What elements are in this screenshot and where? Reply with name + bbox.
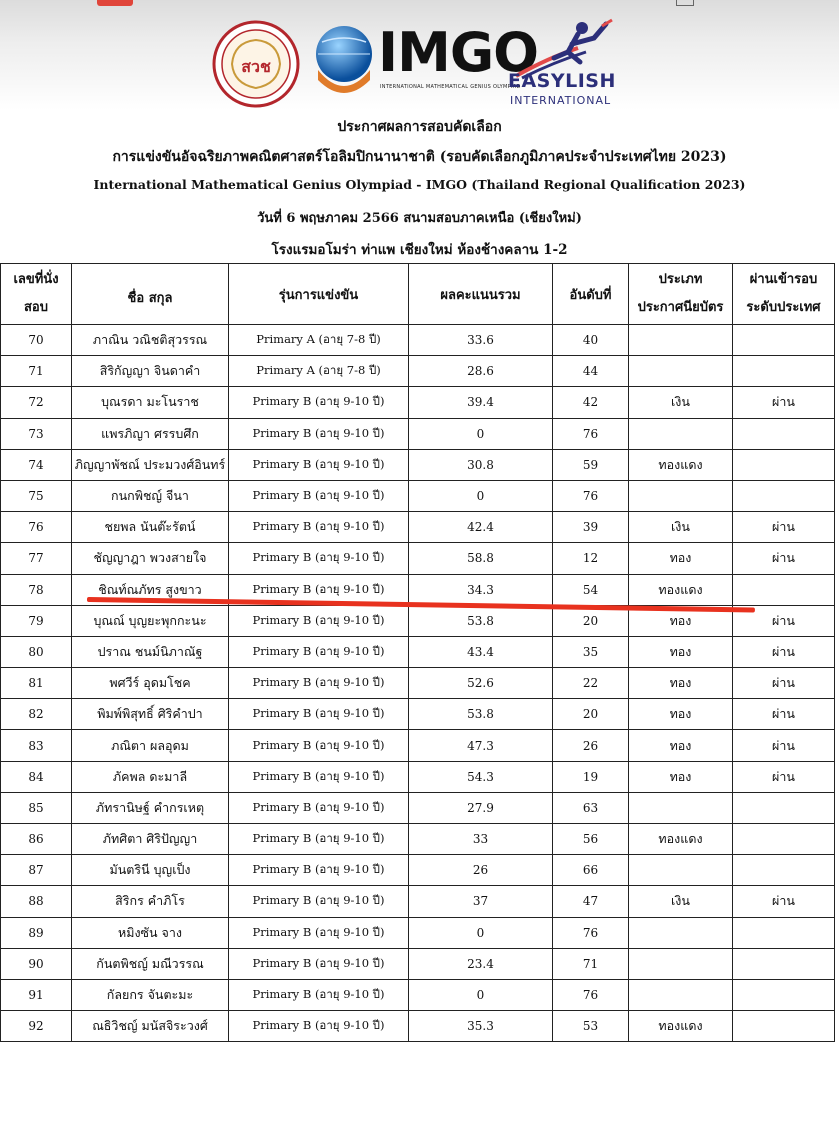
rank-cell: 54 [553,574,629,605]
table-row [1,730,835,761]
name-cell: กันตพิชญ์ มณีวรรณ [72,948,229,979]
award-cell: ทอง [629,543,733,574]
rank-cell: 22 [553,668,629,699]
pass-cell: ผ่าน [733,699,835,730]
header-award: ประเภท ประกาศนียบัตร [629,264,733,325]
score-cell: 33 [409,824,553,855]
competition-title-thai: การแข่งขันอัจฉริยภาพคณิตศาสตร์โอลิมปิกนานาชาติ (รอบคัดเลือกภูมิภาคประจำประเทศไทย 2023) [112,149,727,165]
table-row [1,449,835,480]
rank-cell: 53 [553,1011,629,1042]
seat-cell: 91 [1,979,72,1010]
score-cell: 26 [409,855,553,886]
name-cell: สิริกร คำภิโร [72,886,229,917]
header-seat: เลขที่นั่ง สอบ [1,264,72,325]
pass-cell: ผ่าน [733,605,835,636]
name-cell: ปราณ ชนม์นิภาณัฐ [72,636,229,667]
pass-cell [733,418,835,449]
table-row [1,480,835,511]
score-cell: 39.4 [409,387,553,418]
pass-cell: ผ่าน [733,387,835,418]
score-cell: 37 [409,886,553,917]
globe-logo [312,24,376,104]
pass-cell [733,480,835,511]
rank-cell: 20 [553,699,629,730]
seat-cell: 86 [1,824,72,855]
table-header-row [1,264,835,325]
score-cell: 30.8 [409,449,553,480]
division-cell: Primary B (อายุ 9-10 ปี) [229,543,409,574]
score-cell: 54.3 [409,761,553,792]
score-cell: 52.6 [409,668,553,699]
award-cell: ทอง [629,699,733,730]
seat-cell: 81 [1,668,72,699]
rank-cell: 44 [553,356,629,387]
score-cell: 53.8 [409,605,553,636]
division-cell: Primary B (อายุ 9-10 ปี) [229,917,409,948]
seat-cell: 82 [1,699,72,730]
name-cell: ภัทศิตา ศิริปัญญา [72,824,229,855]
announcement-title: ประกาศผลการสอบคัดเลือก [337,119,502,135]
seat-cell: 84 [1,761,72,792]
pass-cell: ผ่าน [733,886,835,917]
easylish-logo-subtext: INTERNATIONAL [510,94,612,107]
award-cell [629,418,733,449]
exam-date-venue: วันที่ 6 พฤษภาคม 2566 สนามสอบภาคเหนือ (เชียงใหม่) [257,211,582,226]
award-cell: ทอง [629,636,733,667]
rank-cell: 39 [553,512,629,543]
header-pass: ผ่านเข้ารอบ ระดับประเทศ [733,264,835,325]
association-seal-logo [212,20,300,108]
division-cell: Primary B (อายุ 9-10 ปี) [229,792,409,823]
award-cell [629,855,733,886]
score-cell: 53.8 [409,699,553,730]
division-cell: Primary B (อายุ 9-10 ปี) [229,480,409,511]
rank-cell: 63 [553,792,629,823]
name-cell: ภณิตา ผลอุดม [72,730,229,761]
rank-cell: 42 [553,387,629,418]
award-cell: ทองแดง [629,449,733,480]
header-name: ชื่อ สกุล [72,264,229,325]
table-row [1,824,835,855]
division-cell: Primary A (อายุ 7-8 ปี) [229,325,409,356]
seat-cell: 75 [1,480,72,511]
seat-cell: 77 [1,543,72,574]
pass-cell: ผ่าน [733,636,835,667]
score-cell: 0 [409,418,553,449]
header-division: รุ่นการแข่งขัน [229,264,409,325]
name-cell: มันตรินี บุญเป็ง [72,855,229,886]
imgo-logo-subtext: INTERNATIONAL MATHEMATICAL GENIUS OLYMPIAD [380,84,521,90]
name-cell: กัลยกร จันตะมะ [72,979,229,1010]
division-cell: Primary B (อายุ 9-10 ปี) [229,979,409,1010]
division-cell: Primary B (อายุ 9-10 ปี) [229,1011,409,1042]
easylish-logo-text: EASYLISH [508,70,616,92]
division-cell: Primary B (อายุ 9-10 ปี) [229,855,409,886]
seat-cell: 79 [1,605,72,636]
results-table [0,263,835,1042]
score-cell: 43.4 [409,636,553,667]
seat-cell: 90 [1,948,72,979]
award-cell [629,325,733,356]
rank-cell: 35 [553,636,629,667]
rank-cell: 26 [553,730,629,761]
award-cell: เงิน [629,387,733,418]
status-icon [676,0,694,6]
seat-cell: 72 [1,387,72,418]
score-cell: 27.9 [409,792,553,823]
pass-cell [733,325,835,356]
exam-location: โรงแรมอโมร่า ท่าแพ เชียงใหม่ ห้องช้างคลาน 1-2 [271,242,568,258]
rank-cell: 47 [553,886,629,917]
division-cell: Primary B (อายุ 9-10 ปี) [229,824,409,855]
division-cell: Primary B (อายุ 9-10 ปี) [229,699,409,730]
pass-cell [733,855,835,886]
pass-cell: ผ่าน [733,730,835,761]
seat-cell: 83 [1,730,72,761]
division-cell: Primary B (อายุ 9-10 ปี) [229,512,409,543]
rank-cell: 56 [553,824,629,855]
award-cell: ทองแดง [629,824,733,855]
table-row [1,1011,835,1042]
seat-cell: 92 [1,1011,72,1042]
name-cell: ณธิวิชญ์ มนัสจิระวงศ์ [72,1011,229,1042]
seat-cell: 78 [1,574,72,605]
division-cell: Primary B (อายุ 9-10 ปี) [229,668,409,699]
score-cell: 0 [409,917,553,948]
award-cell: ทอง [629,605,733,636]
division-cell: Primary A (อายุ 7-8 ปี) [229,356,409,387]
pass-cell: ผ่าน [733,668,835,699]
rank-cell: 76 [553,480,629,511]
table-row [1,325,835,356]
seat-cell: 73 [1,418,72,449]
table-row [1,855,835,886]
seat-cell: 76 [1,512,72,543]
name-cell: กนกพิชญ์ จีนา [72,480,229,511]
score-cell: 23.4 [409,948,553,979]
rank-cell: 40 [553,325,629,356]
pass-cell: ผ่าน [733,512,835,543]
award-cell [629,792,733,823]
rank-cell: 66 [553,855,629,886]
award-cell [629,917,733,948]
division-cell: Primary B (อายุ 9-10 ปี) [229,574,409,605]
rank-cell: 76 [553,418,629,449]
award-cell [629,948,733,979]
name-cell: บุณรดา มะโนราช [72,387,229,418]
rank-cell: 12 [553,543,629,574]
table-row [1,886,835,917]
division-cell: Primary B (อายุ 9-10 ปี) [229,636,409,667]
division-cell: Primary B (อายุ 9-10 ปี) [229,948,409,979]
score-cell: 0 [409,979,553,1010]
score-cell: 35.3 [409,1011,553,1042]
seat-cell: 89 [1,917,72,948]
award-cell: เงิน [629,512,733,543]
header-score: ผลคะแนนรวม [409,264,553,325]
division-cell: Primary B (อายุ 9-10 ปี) [229,886,409,917]
name-cell: สิริกัญญา จินดาคำ [72,356,229,387]
seat-cell: 85 [1,792,72,823]
award-cell [629,979,733,1010]
rank-cell: 76 [553,917,629,948]
table-row [1,418,835,449]
seat-cell: 71 [1,356,72,387]
division-cell: Primary B (อายุ 9-10 ปี) [229,605,409,636]
pass-cell [733,979,835,1010]
table-row [1,979,835,1010]
score-cell: 28.6 [409,356,553,387]
pass-cell: ผ่าน [733,761,835,792]
name-cell: พศวีร์ อุดมโชค [72,668,229,699]
name-cell: พิมพ์พิสุทธิ์ ศิริคำปา [72,699,229,730]
score-cell: 42.4 [409,512,553,543]
logo-row [0,18,839,108]
pass-cell [733,917,835,948]
award-cell [629,356,733,387]
division-cell: Primary B (อายุ 9-10 ปี) [229,730,409,761]
pass-cell [733,824,835,855]
rank-cell: 20 [553,605,629,636]
pass-cell [733,449,835,480]
score-cell: 58.8 [409,543,553,574]
table-row [1,948,835,979]
name-cell: ภัคพล ดะมาลี [72,761,229,792]
award-cell: ทองแดง [629,574,733,605]
header-rank: อันดับที่ [553,264,629,325]
seat-cell: 80 [1,636,72,667]
seat-cell: 74 [1,449,72,480]
name-cell: ภิญญาพัชณ์ ประมวงศ์อินทร์ [72,449,229,480]
award-cell: ทอง [629,730,733,761]
score-cell: 47.3 [409,730,553,761]
score-cell: 33.6 [409,325,553,356]
table-row [1,699,835,730]
table-row [1,668,835,699]
award-cell: ทอง [629,761,733,792]
name-cell: หมิงซัน จาง [72,917,229,948]
imgo-logo-text: IMGO [378,21,539,84]
division-cell: Primary B (อายุ 9-10 ปี) [229,449,409,480]
pass-cell [733,356,835,387]
division-cell: Primary B (อายุ 9-10 ปี) [229,418,409,449]
seat-cell: 87 [1,855,72,886]
rank-cell: 71 [553,948,629,979]
seat-cell: 70 [1,325,72,356]
pass-cell [733,1011,835,1042]
pass-cell [733,574,835,605]
name-cell: ชยพล นันต๊ะรัตน์ [72,512,229,543]
pass-cell [733,948,835,979]
pass-cell: ผ่าน [733,543,835,574]
table-row [1,543,835,574]
name-cell: แพรภิญา ศรรบศึก [72,418,229,449]
award-cell [629,480,733,511]
pass-cell [733,792,835,823]
table-row [1,387,835,418]
division-cell: Primary B (อายุ 9-10 ปี) [229,387,409,418]
table-row [1,512,835,543]
name-cell: ชัญญาฎา พวงสายใจ [72,543,229,574]
table-row [1,792,835,823]
name-cell: ภาณิน วณิชติสุวรรณ [72,325,229,356]
award-cell: ทองแดง [629,1011,733,1042]
table-row [1,636,835,667]
award-cell: เงิน [629,886,733,917]
seal-text: สวช [241,57,271,76]
table-row [1,917,835,948]
seat-cell: 88 [1,886,72,917]
competition-title-english: International Mathematical Genius Olympiad - IMGO (Thailand Regional Qualification 2023) [93,177,746,192]
name-cell: ภัทรานิษฐ์ คำกรเหตุ [72,792,229,823]
score-cell: 34.3 [409,574,553,605]
rank-cell: 19 [553,761,629,792]
rank-cell: 76 [553,979,629,1010]
division-cell: Primary B (อายุ 9-10 ปี) [229,761,409,792]
table-row [1,356,835,387]
notification-indicator [97,0,133,6]
rank-cell: 59 [553,449,629,480]
name-cell: บุณณ์ บุญยะพุกกะนะ [72,605,229,636]
score-cell: 0 [409,480,553,511]
award-cell: ทอง [629,668,733,699]
table-row [1,761,835,792]
name-cell: ชิณท์ณภัทร สูงขาว [72,574,229,605]
